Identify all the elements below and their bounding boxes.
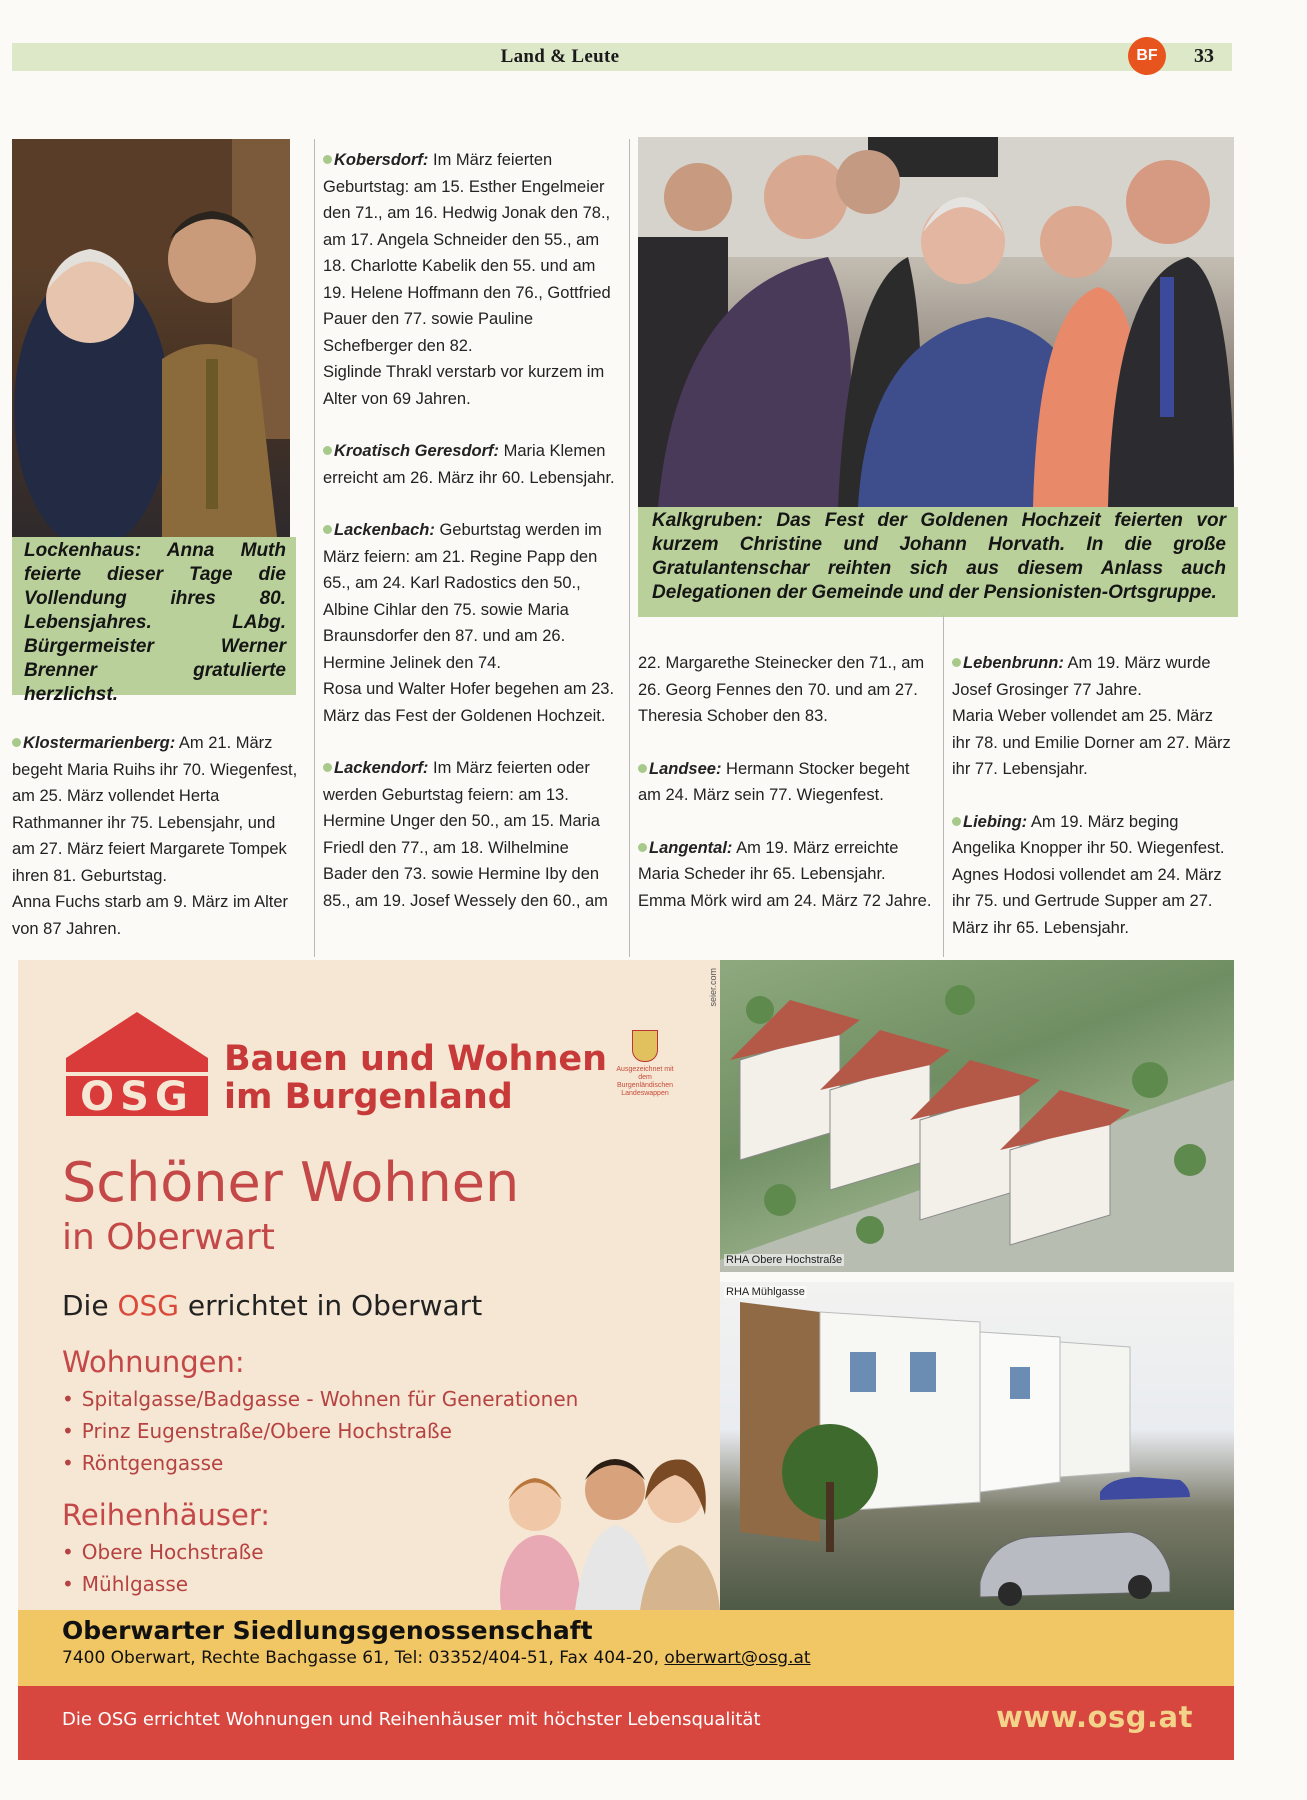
- list-item: • Spitalgasse/Badgasse - Wohnen für Generationen: [62, 1383, 622, 1415]
- news-item-langental: [638, 835, 934, 915]
- bf-logo-icon: BF: [1128, 37, 1166, 75]
- news-text: Am 19. März beging Angelika Knopper ihr 50. Wiegenfest. Agnes Hodosi vollendet am 24. März ihr 75. und Gertrude Supper am 27. März ihr 65. Lebensjahr.: [952, 812, 1225, 937]
- column-divider: [314, 139, 315, 957]
- news-item-kobersdorf: [323, 147, 617, 412]
- list-item: • Obere Hochstraße: [62, 1536, 462, 1568]
- news-item-liebing: [952, 809, 1234, 942]
- news-item-lackendorf: [323, 755, 617, 914]
- place-name: Kobersdorf:: [334, 151, 429, 169]
- bullet-icon: [12, 738, 21, 747]
- intro-osg: OSG: [117, 1289, 179, 1322]
- photo-lockenhaus: [12, 139, 290, 537]
- news-text-extra: Rosa und Walter Hofer begehen am 23. März das Fest der Goldenen Hochzeit.: [323, 680, 615, 725]
- place-name: Liebing:: [963, 812, 1028, 831]
- news-text: Maria Klemen erreicht am 26. März ihr 60. Lebensjahr.: [323, 442, 615, 487]
- bullet-icon: [323, 155, 332, 164]
- wohnungen-heading: Wohnungen:: [62, 1345, 245, 1379]
- news-text: Hermann Stocker begeht am 24. März sein 77. Wiegenfest.: [638, 759, 910, 804]
- landeswappen-badge: [610, 1030, 680, 1098]
- list-item: • Mühlgasse: [62, 1568, 462, 1600]
- organization-name: Oberwarter Siedlungsgenossenschaft: [62, 1616, 593, 1645]
- reihenhaeuser-list: [62, 1536, 462, 1600]
- text-column-3: [638, 650, 934, 940]
- place-name: Lackenbach:: [334, 521, 435, 539]
- news-text: Geburtstag werden im März feiern: am 21. Regine Papp den 65., am 24. Karl Radostics den 50., Albine Cihlar den 75. sowie Maria Braunsdorfer den 87. und am 26. Hermine Jelinek den 74.: [323, 521, 602, 672]
- news-text: Im März feierten Geburtstag: am 15. Esther Engelmeier den 71., am 16. Hedwig Jonak den 78., am 17. Angela Schneider den 55., am 18. Charlotte Kabelik den 55. und am 19. Helene Hoffmann den 76., Gottfried Pauer den 77. sowie Pauline Schefberger den 82.: [323, 151, 611, 355]
- footer-slogan: Die OSG errichtet Wohnungen und Reihenhäuser mit höchster Lebensqualität: [62, 1709, 761, 1730]
- news-text-extra: Maria Weber vollendet am 25. März ihr 78. und Emilie Dorner am 27. März ihr 77. Lebensjahr.: [952, 707, 1231, 778]
- news-text-extra: Anna Fuchs starb am 9. März im Alter von 87 Jahren.: [12, 893, 289, 938]
- ad-subheadline: in Oberwart: [62, 1217, 275, 1258]
- crest-text: Ausgezeichnet mit dem Burgenländischen Landeswappen: [616, 1066, 674, 1097]
- photo-caption-kalkgruben: Kalkgruben: Das Fest der Goldenen Hochzeit feierten vor kurzem Christine und Johann Horvath. In die große Gratulantenschar reihten sich aus diesem Anlass auch Delegationen der Gemeinde und der Pensionisten-Ortsgruppe.: [638, 507, 1238, 617]
- page-number: 33: [1194, 45, 1214, 67]
- news-item-kroatisch-geresdorf: [323, 438, 617, 491]
- ad-intro-line: [62, 1290, 482, 1322]
- address-text: 7400 Oberwart, Rechte Bachgasse 61, Tel: 03352/404-51, Fax 404-20,: [62, 1648, 665, 1668]
- news-item-lackendorf-cont: [638, 650, 934, 730]
- news-text: Am 19. März wurde Josef Grosinger 77 Jahre.: [952, 654, 1211, 699]
- intro-post: errichtet in Oberwart: [178, 1289, 483, 1322]
- bullet-icon: [638, 764, 647, 773]
- news-item-lackenbach: [323, 517, 617, 729]
- rendering-obere-hochstrasse: [720, 960, 1234, 1272]
- place-name: Kroatisch Geresdorf:: [334, 442, 500, 460]
- column-divider: [629, 139, 630, 957]
- bullet-icon: [952, 817, 961, 826]
- news-text: Im März feierten oder werden Geburtstag feiern: am 13. Hermine Unger den 50., am 15. Maria Friedl den 77., am 18. Wilhelmine Bader den 73. sowie Hermine Iby den 85., am 19. Josef Wessely den 60., am: [323, 759, 608, 910]
- news-item-klostermarienberg: [12, 730, 298, 942]
- list-item: • Röntgengasse: [62, 1447, 622, 1479]
- rendering-muehlgasse: [720, 1282, 1234, 1610]
- agency-credit: seier.com: [708, 968, 718, 1007]
- place-name: Klostermarienberg:: [23, 734, 176, 752]
- news-text-extra: Emma Mörk wird am 24. März 72 Jahre.: [638, 891, 932, 910]
- rendering-label: RHA Obere Hochstraße: [726, 1254, 843, 1266]
- osg-logo-text: OSG: [80, 1074, 194, 1116]
- brand-line-1: Bauen und Wohnen: [224, 1039, 608, 1079]
- osg-logo-icon: [66, 1012, 208, 1116]
- place-name: Lackendorf:: [334, 759, 429, 777]
- news-item-lebenbrunn: [952, 650, 1234, 783]
- reihenhaeuser-heading: Reihenhäuser:: [62, 1498, 271, 1532]
- text-column-1: [12, 730, 298, 968]
- news-item-landsee: [638, 756, 934, 809]
- column-divider: [943, 615, 944, 957]
- family-photo: [490, 1445, 720, 1610]
- bullet-icon: [638, 843, 647, 852]
- bullet-icon: [323, 446, 332, 455]
- brand-line-2: im Burgenland: [224, 1077, 513, 1117]
- section-title: Land & Leute: [500, 46, 620, 67]
- bullet-icon: [323, 525, 332, 534]
- email-link[interactable]: oberwart@osg.at: [664, 1648, 811, 1668]
- ad-headline: Schöner Wohnen: [62, 1151, 520, 1214]
- news-text: Am 19. März erreichte Maria Scheder ihr 65. Lebensjahr.: [638, 838, 899, 883]
- news-text: Am 21. März begeht Maria Ruihs ihr 70. Wiegenfest, am 25. März vollendet Herta Rathmanner ihr 75. Lebensjahr, und am 27. März feiert Margarete Tompek ihren 81. Geburtstag.: [12, 734, 298, 885]
- place-name: Langental:: [649, 838, 733, 857]
- news-text: 22. Margarethe Steinecker den 71., am 26. Georg Fennes den 70. und am 27. Theresia Schober den 83.: [638, 654, 925, 725]
- website-link[interactable]: www.osg.at: [996, 1700, 1193, 1734]
- photo-kalkgruben: [638, 137, 1234, 507]
- bullet-icon: [323, 763, 332, 772]
- organization-address: [62, 1648, 811, 1668]
- rendering-label: RHA Mühlgasse: [726, 1286, 805, 1298]
- crest-icon: [632, 1030, 658, 1062]
- brand-tagline: [224, 1040, 607, 1116]
- photo-caption-lockenhaus: Lockenhaus: Anna Muth feierte dieser Tage die Vollendung ihres 80. Lebensjahres. LAbg. Bürgermeister Werner Brenner gratulierte herzlichst.: [12, 537, 296, 695]
- place-name: Landsee:: [649, 759, 722, 778]
- news-text-extra: Siglinde Thrakl verstarb vor kurzem im Alter von 69 Jahren.: [323, 363, 605, 408]
- text-column-4: [952, 650, 1234, 967]
- reihenhaeuser-block: [62, 1498, 462, 1600]
- list-item: • Prinz Eugenstraße/Obere Hochstraße: [62, 1415, 622, 1447]
- place-name: Lebenbrunn:: [963, 654, 1064, 672]
- intro-pre: Die: [62, 1289, 118, 1322]
- text-column-2: [323, 147, 617, 940]
- bullet-icon: [952, 658, 961, 667]
